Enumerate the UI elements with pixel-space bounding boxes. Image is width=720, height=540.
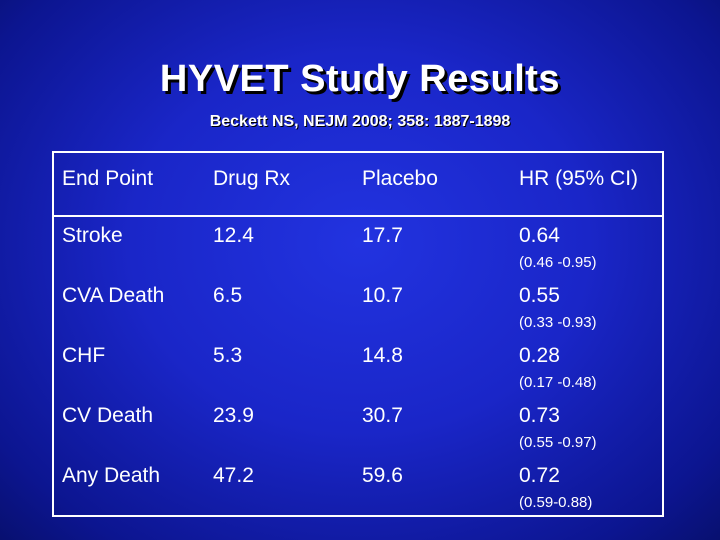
- results-table: [52, 151, 664, 517]
- placebo-cell: 30.7: [362, 404, 403, 427]
- end-point-cell: CVA Death: [62, 284, 165, 307]
- header-placebo: Placebo: [362, 167, 438, 190]
- table-row: [54, 395, 662, 455]
- ci-cell: (0.55 -0.97): [519, 434, 597, 451]
- ci-cell: (0.59-0.88): [519, 494, 593, 511]
- table-row: [54, 275, 662, 335]
- placebo-cell: 14.8: [362, 344, 403, 367]
- hr-cell: 0.72: [519, 464, 560, 487]
- placebo-cell: 17.7: [362, 224, 403, 247]
- ci-cell: (0.46 -0.95): [519, 254, 597, 271]
- ci-cell: (0.33 -0.93): [519, 314, 597, 331]
- slide-title: HYVET Study Results: [159, 58, 561, 100]
- hr-cell: 0.64: [519, 224, 560, 247]
- placebo-cell: 59.6: [362, 464, 403, 487]
- drug-rx-cell: 12.4: [213, 224, 254, 247]
- hr-cell: 0.28: [519, 344, 560, 367]
- header-end-point: End Point: [62, 167, 154, 190]
- ci-cell: (0.17 -0.48): [519, 374, 597, 391]
- table-row: [54, 335, 662, 395]
- hr-cell: 0.73: [519, 404, 560, 427]
- end-point-cell: CV Death: [62, 404, 154, 427]
- drug-rx-cell: 5.3: [213, 344, 243, 367]
- hr-cell: 0.55: [519, 284, 560, 307]
- header-drug-rx: Drug Rx: [213, 167, 291, 190]
- drug-rx-cell: 47.2: [213, 464, 254, 487]
- table-row: [54, 455, 662, 515]
- drug-rx-cell: 23.9: [213, 404, 254, 427]
- end-point-cell: Stroke: [62, 224, 123, 247]
- table-header-row: [54, 153, 662, 217]
- placebo-cell: 10.7: [362, 284, 403, 307]
- end-point-cell: Any Death: [62, 464, 161, 487]
- header-hr-ci: HR (95% CI): [519, 167, 639, 190]
- slide-subtitle: Beckett NS, NEJM 2008; 358: 1887-1898: [209, 113, 511, 130]
- end-point-cell: CHF: [62, 344, 106, 367]
- table-row: [54, 215, 662, 275]
- drug-rx-cell: 6.5: [213, 284, 243, 307]
